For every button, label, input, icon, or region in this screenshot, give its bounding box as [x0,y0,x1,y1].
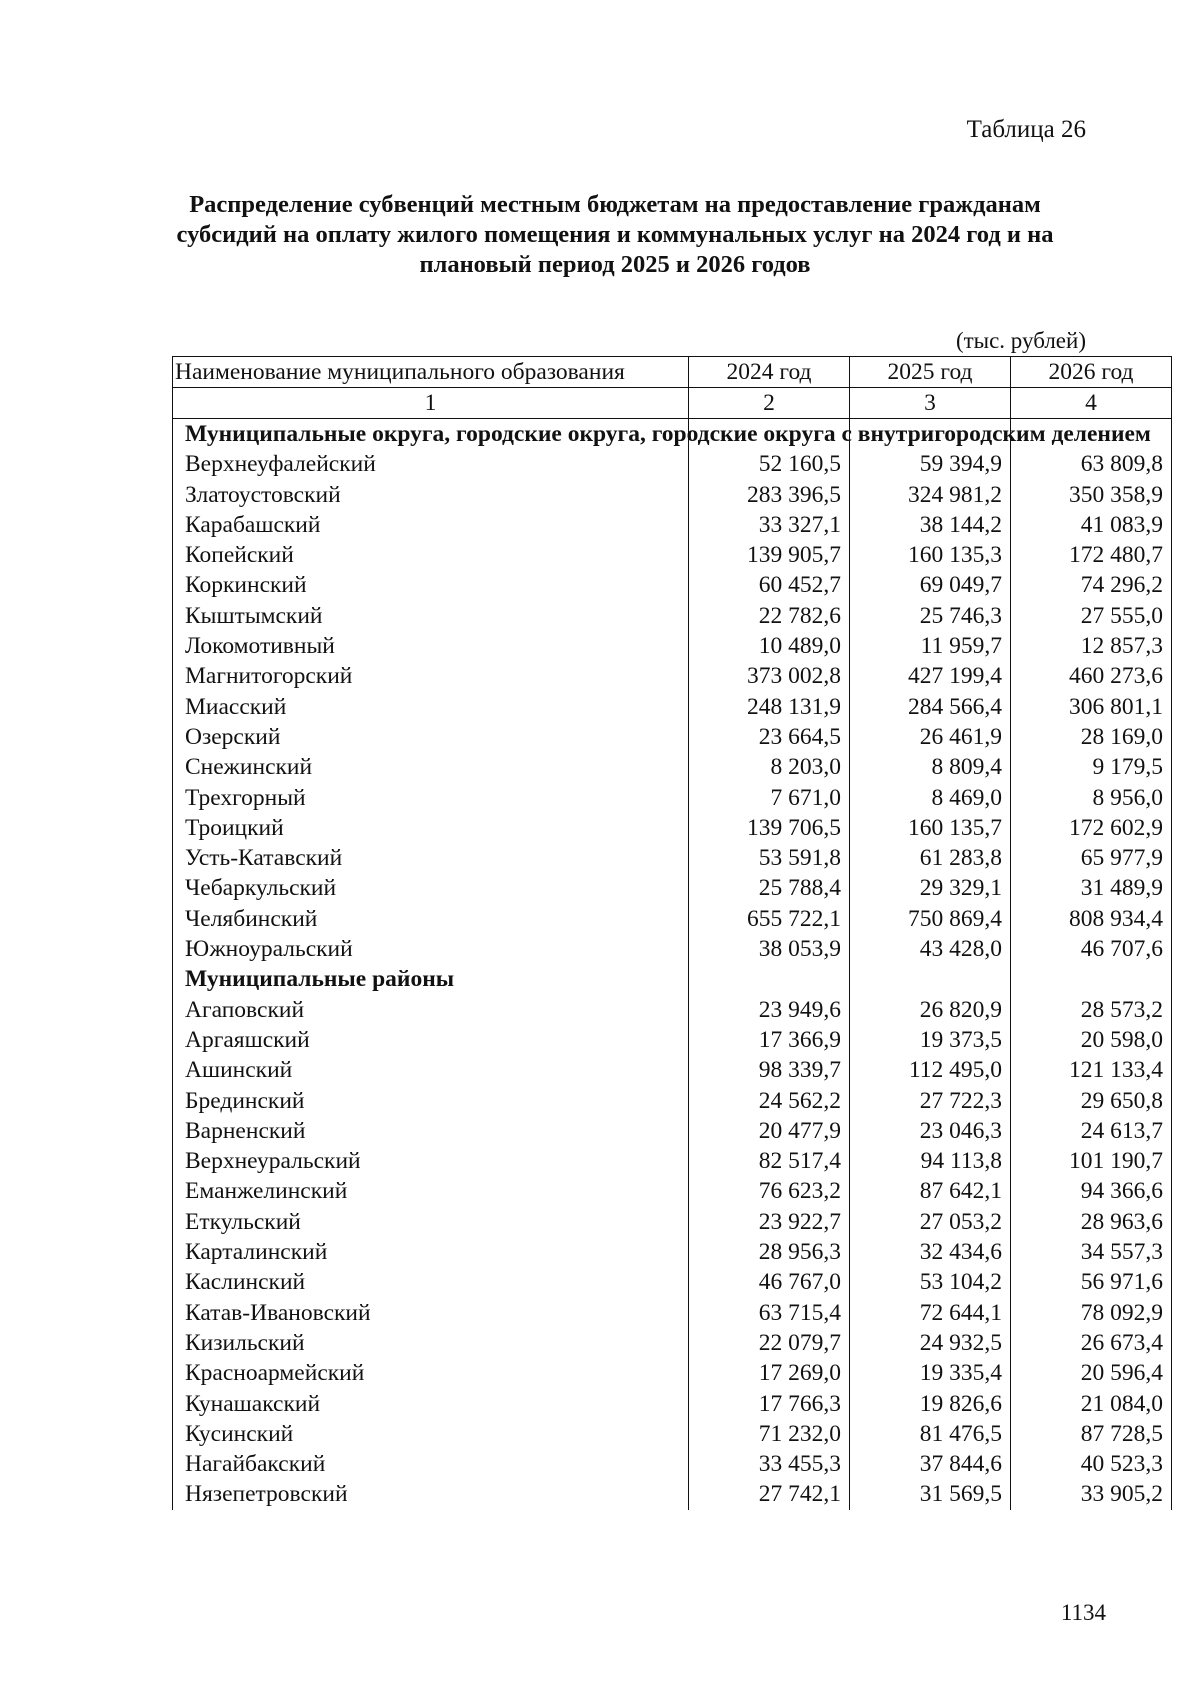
value-2025: 59 394,9 [850,449,1011,479]
municipality-name: Карталинский [173,1237,689,1267]
table-row [173,1237,1172,1267]
value-2026: 808 934,4 [1011,904,1172,934]
value-2024: 17 269,0 [689,1358,850,1388]
value-2026: 20 596,4 [1011,1358,1172,1388]
table-row [173,1055,1172,1085]
value-2025: 27 053,2 [850,1207,1011,1237]
value-2025: 32 434,6 [850,1237,1011,1267]
value-2024: 52 160,5 [689,449,850,479]
value-2026: 28 963,6 [1011,1207,1172,1237]
municipality-name: Агаповский [173,995,689,1025]
table-row [173,995,1172,1025]
section-row-city-districts [173,419,1172,450]
value-2025: 750 869,4 [850,904,1011,934]
value-2024: 8 203,0 [689,752,850,782]
municipality-name: Троицкий [173,813,689,843]
value-2024: 60 452,7 [689,570,850,600]
value-2026: 28 169,0 [1011,722,1172,752]
value-2026: 87 728,5 [1011,1419,1172,1449]
value-2026: 101 190,7 [1011,1146,1172,1176]
table-row [173,510,1172,540]
value-2025: 112 495,0 [850,1055,1011,1085]
municipality-name: Кусинский [173,1419,689,1449]
column-number-4: 4 [1011,388,1172,419]
municipality-name: Каслинский [173,1267,689,1297]
table-row [173,904,1172,934]
table-body [173,419,1172,1510]
table-row [173,783,1172,813]
value-2024: 33 455,3 [689,1449,850,1479]
municipality-name: Катав-Ивановский [173,1298,689,1328]
value-2024: 24 562,2 [689,1086,850,1116]
value-2026: 94 366,6 [1011,1176,1172,1206]
municipality-name: Брединский [173,1086,689,1116]
value-2025: 19 335,4 [850,1358,1011,1388]
municipality-name: Снежинский [173,752,689,782]
value-2025: 37 844,6 [850,1449,1011,1479]
value-2026: 63 809,8 [1011,449,1172,479]
value-2024: 10 489,0 [689,631,850,661]
value-2026: 9 179,5 [1011,752,1172,782]
table-row [173,873,1172,903]
value-2024: 7 671,0 [689,783,850,813]
table-row [173,1207,1172,1237]
value-2026: 74 296,2 [1011,570,1172,600]
municipality-name: Челябинский [173,904,689,934]
table-row [173,1479,1172,1509]
municipality-name: Коркинский [173,570,689,600]
table-row [173,722,1172,752]
value-2026: 172 480,7 [1011,540,1172,570]
value-2026: 29 650,8 [1011,1086,1172,1116]
table-row [173,692,1172,722]
municipality-name: Верхнеуральский [173,1146,689,1176]
table-row [173,1116,1172,1146]
value-2024: 17 766,3 [689,1389,850,1419]
column-number-2: 2 [689,388,850,419]
municipality-name: Усть-Катавский [173,843,689,873]
value-2026: 460 273,6 [1011,661,1172,691]
value-2026: 21 084,0 [1011,1389,1172,1419]
value-2024: 98 339,7 [689,1055,850,1085]
value-2026: 24 613,7 [1011,1116,1172,1146]
value-2026: 121 133,4 [1011,1055,1172,1085]
table-row [173,1328,1172,1358]
value-2025: 24 932,5 [850,1328,1011,1358]
table-row [173,480,1172,510]
column-number-3: 3 [850,388,1011,419]
table-row [173,1146,1172,1176]
table-row [173,631,1172,661]
value-2026: 12 857,3 [1011,631,1172,661]
municipality-name: Чебаркульский [173,873,689,903]
value-2024: 76 623,2 [689,1176,850,1206]
value-2025: 38 144,2 [850,510,1011,540]
municipality-name: Верхнеуфалейский [173,449,689,479]
column-number-1: 1 [173,388,689,419]
value-2025: 160 135,3 [850,540,1011,570]
value-2024: 23 664,5 [689,722,850,752]
value-2025: 87 642,1 [850,1176,1011,1206]
value-2025: 11 959,7 [850,631,1011,661]
value-2025: 26 461,9 [850,722,1011,752]
table-row [173,1176,1172,1206]
page-number: 1134 [1060,1600,1106,1625]
value-2024: 53 591,8 [689,843,850,873]
value-2026: 65 977,9 [1011,843,1172,873]
value-2026: 41 083,9 [1011,510,1172,540]
municipality-name: Красноармейский [173,1358,689,1388]
municipality-name: Кизильский [173,1328,689,1358]
table-row [173,1358,1172,1388]
value-2024: 20 477,9 [689,1116,850,1146]
value-2024: 27 742,1 [689,1479,850,1509]
municipality-name: Еманжелинский [173,1176,689,1206]
value-2026: 46 707,6 [1011,934,1172,964]
value-2024: 655 722,1 [689,904,850,934]
units-note: (тыс. рублей) [955,328,1086,353]
value-2025: 31 569,5 [850,1479,1011,1509]
table-row [173,1419,1172,1449]
value-2024: 248 131,9 [689,692,850,722]
value-2024: 283 396,5 [689,480,850,510]
table-row [173,752,1172,782]
section-title: Муниципальные округа, городские округа, городские округа с внутригородским делением [173,419,689,450]
value-2025: 29 329,1 [850,873,1011,903]
table-row [173,540,1172,570]
value-2026: 350 358,9 [1011,480,1172,510]
value-2025: 43 428,0 [850,934,1011,964]
value-2024: 82 517,4 [689,1146,850,1176]
table-row [173,570,1172,600]
value-2025: 284 566,4 [850,692,1011,722]
value-2025: 8 469,0 [850,783,1011,813]
value-2026: 40 523,3 [1011,1449,1172,1479]
document-title: Распределение субвенций местным бюджетам на предоставление гражданам субсидий на оплату жилого помещения и коммунальных услуг на 2024 год и на плановый период 2025 и 2026 годов [176,191,1054,278]
section-title: Муниципальные районы [173,964,689,994]
value-2025: 53 104,2 [850,1267,1011,1297]
value-2025: 61 283,8 [850,843,1011,873]
municipality-name: Озерский [173,722,689,752]
value-2025: 26 820,9 [850,995,1011,1025]
value-2026: 31 489,9 [1011,873,1172,903]
value-2024: 63 715,4 [689,1298,850,1328]
value-2025: 19 826,6 [850,1389,1011,1419]
value-2026: 34 557,3 [1011,1237,1172,1267]
value-2024: 25 788,4 [689,873,850,903]
value-2026: 78 092,9 [1011,1298,1172,1328]
value-2025: 27 722,3 [850,1086,1011,1116]
value-2026: 306 801,1 [1011,692,1172,722]
municipality-name: Локомотивный [173,631,689,661]
section-row-municipal-districts [173,964,1172,994]
table-row [173,1298,1172,1328]
value-2026: 26 673,4 [1011,1328,1172,1358]
column-header-2025: 2025 год [850,357,1011,388]
table-row [173,1267,1172,1297]
table-row [173,934,1172,964]
table-row [173,1389,1172,1419]
municipality-name: Кунашакский [173,1389,689,1419]
column-number-row [173,388,1172,419]
municipality-name: Варненский [173,1116,689,1146]
value-2025: 427 199,4 [850,661,1011,691]
table-row [173,1025,1172,1055]
column-header-2024: 2024 год [689,357,850,388]
value-2026: 172 602,9 [1011,813,1172,843]
municipality-name: Миасский [173,692,689,722]
municipality-name: Трехгорный [173,783,689,813]
value-2024: 46 767,0 [689,1267,850,1297]
value-2025: 25 746,3 [850,601,1011,631]
municipality-name: Южноуральский [173,934,689,964]
value-2024: 22 782,6 [689,601,850,631]
municipality-name: Нагайбакский [173,1449,689,1479]
value-2024: 23 949,6 [689,995,850,1025]
municipality-name: Магнитогорский [173,661,689,691]
value-2025: 19 373,5 [850,1025,1011,1055]
table-row [173,1086,1172,1116]
value-2026: 8 956,0 [1011,783,1172,813]
municipality-name: Ашинский [173,1055,689,1085]
municipality-name: Златоустовский [173,480,689,510]
empty-cell [689,964,850,994]
municipality-name: Нязепетровский [173,1479,689,1509]
table-label: Таблица 26 [966,116,1086,143]
table-row [173,661,1172,691]
value-2025: 94 113,8 [850,1146,1011,1176]
municipality-name: Аргаяшский [173,1025,689,1055]
value-2024: 17 366,9 [689,1025,850,1055]
value-2024: 139 905,7 [689,540,850,570]
column-header-2026: 2026 год [1011,357,1172,388]
table-row [173,843,1172,873]
table-row [173,813,1172,843]
municipality-name: Кыштымский [173,601,689,631]
value-2024: 38 053,9 [689,934,850,964]
value-2024: 22 079,7 [689,1328,850,1358]
subventions-table [172,356,1172,1510]
value-2025: 23 046,3 [850,1116,1011,1146]
value-2025: 160 135,7 [850,813,1011,843]
empty-cell [850,964,1011,994]
value-2026: 28 573,2 [1011,995,1172,1025]
value-2024: 23 922,7 [689,1207,850,1237]
value-2024: 139 706,5 [689,813,850,843]
value-2024: 71 232,0 [689,1419,850,1449]
value-2026: 20 598,0 [1011,1025,1172,1055]
value-2025: 8 809,4 [850,752,1011,782]
column-header-name: Наименование муниципального образования [173,357,689,388]
municipality-name: Карабашский [173,510,689,540]
municipality-name: Копейский [173,540,689,570]
table-row [173,601,1172,631]
value-2024: 33 327,1 [689,510,850,540]
empty-cell [1011,964,1172,994]
value-2025: 69 049,7 [850,570,1011,600]
value-2026: 56 971,6 [1011,1267,1172,1297]
value-2026: 27 555,0 [1011,601,1172,631]
value-2024: 373 002,8 [689,661,850,691]
municipality-name: Еткульский [173,1207,689,1237]
table-header-row [173,357,1172,388]
value-2025: 72 644,1 [850,1298,1011,1328]
value-2025: 81 476,5 [850,1419,1011,1449]
table-row [173,1449,1172,1479]
value-2026: 33 905,2 [1011,1479,1172,1509]
table-row [173,449,1172,479]
value-2024: 28 956,3 [689,1237,850,1267]
value-2025: 324 981,2 [850,480,1011,510]
